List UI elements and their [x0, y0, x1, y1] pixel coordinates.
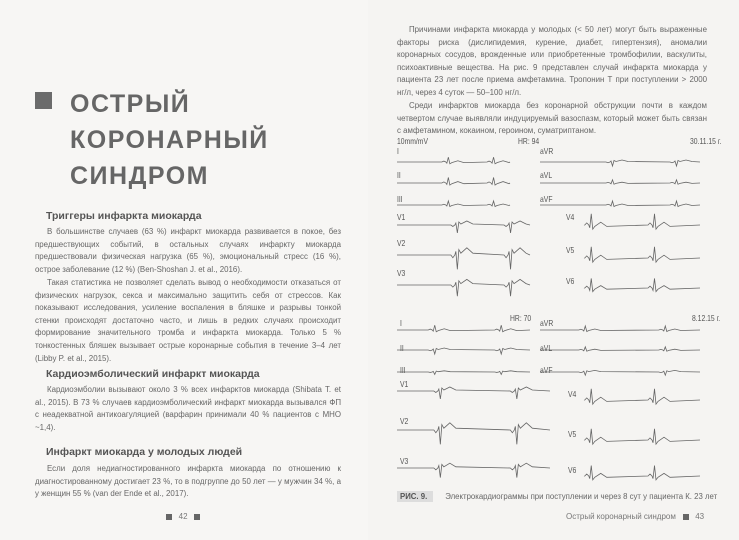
paragraph: В большинстве случаев (63 %) инфаркт миокарда развивается в покое, без предшествующих событий, в остальных случаях инфаркту миокарда предшествовали физическая нагрузка (65 %), эмоциональный стресс (16 %), острое заболевание (12 %) (Ben-Shoshan J. et al., 2016). [35, 227, 341, 274]
ecg-lead-label: I [400, 318, 402, 328]
ecg-trace [397, 157, 510, 164]
paragraph: Такая статистика не позволяет сделать вывод о необходимости отказаться от физических нагрузок, секса и максимально защитить себя от стрессов. Как показывают исследования, усиление воспаления в бляшке и разрывы тонкой стенки происходят достаточно часто, и лишь в редких случаях происходит формирование значительного тромба и инфаркта миокарда. Только 5 % тонкостенных бляшек вызывает острые коронарные события в течение 3–4 лет (Libby P. et al., 2015). [35, 278, 341, 363]
ecg-trace [397, 371, 530, 375]
ecg-lead-label: I [397, 146, 399, 156]
ecg-trace [397, 248, 530, 270]
ecg-trace [397, 279, 530, 296]
section-heading: Кардиоэмболический инфаркт миокарда [46, 368, 260, 380]
ecg-trace [540, 326, 700, 332]
ecg-lead-label: II [397, 170, 401, 180]
ecg-trace [397, 221, 530, 233]
ecg-lead-label: V3 [397, 268, 406, 278]
ecg-trace [397, 387, 550, 399]
paragraph: Причинами инфаркта миокарда у молодых (< 50 лет) могут быть выраженные факторы риска (дислипидемия, курение, диабет, гипертензия), аномалии коронарных сосудов, врожденные или приобретенные тромбофилии, васкулиты, психоактивные вещества. На рис. 9 представлен случай инфаркта миокарда у пациента 23 лет после приема амфетамина. Тропонин Т при поступлении > 2000 нг/л, через 4 суток — 50–100 нг/л. [397, 25, 707, 97]
ecg-heart-rate: HR: 94 [518, 136, 540, 146]
ecg-lead-label: V6 [568, 465, 577, 475]
ecg-trace [397, 201, 510, 207]
ecg-trace [585, 429, 700, 444]
figure-caption-text: Электрокардиограммы при поступлении и через 8 сут у пациента К. 23 лет [445, 492, 718, 501]
ecg-trace [397, 463, 550, 477]
ecg-trace [540, 160, 700, 166]
ecg-lead-label: V5 [568, 429, 577, 439]
ecg-lead-label: II [400, 343, 404, 353]
figure-caption [397, 492, 717, 501]
ecg-lead-label: V3 [400, 456, 409, 466]
ecg-trace [585, 466, 700, 480]
paragraph: Среди инфарктов миокарда без коронарной обструкции почти в каждом четвертом случае выявляли индуцируемый вазоспазм, который может быть связан с амфетамином, кокаином, героином, суматриптаном. [397, 101, 707, 136]
ecg-trace [397, 177, 510, 185]
ecg-trace [585, 389, 700, 404]
running-title: Острый коронарный синдром [566, 512, 676, 521]
ecg-lead-label: aVF [540, 365, 553, 375]
ecg-trace [585, 247, 700, 262]
ecg-lead-label: V6 [566, 276, 575, 286]
ecg-trace [397, 325, 530, 332]
ecg-lead-label: V4 [566, 212, 575, 222]
ecg-date: 8.12.15 г. [692, 313, 721, 323]
ecg-trace [585, 214, 700, 229]
ecg-trace [585, 278, 700, 291]
ecg-trace [540, 370, 700, 375]
ecg-date: 30.11.15 г. [690, 136, 722, 146]
ecg-lead-label: aVR [540, 146, 554, 156]
paragraph: Кардиоэмболии вызывают около 3 % всех инфарктов миокарда (Shibata T. et al., 2015). В 73 % случаев кардиоэмболический инфаркт миокарда вызывался ФП с неадекватной антикоагуляцией (варфарин принимали 40 % пациентов с МНО ~1,4). [35, 385, 341, 432]
ecg-lead-label: V5 [566, 245, 575, 255]
section-heading: Инфаркт миокарда у молодых людей [46, 446, 243, 458]
section-heading: Триггеры инфаркта миокарда [46, 210, 202, 222]
chapter-title: ОСТРЫЙ КОРОНАРНЫЙ СИНДРОМ [70, 90, 269, 190]
ecg-trace [540, 201, 700, 207]
ecg-lead-label: V1 [397, 212, 406, 222]
ecg-lead-label: aVL [540, 170, 553, 180]
ecg-lead-label: III [397, 194, 403, 204]
ecg-lead-label: V2 [397, 238, 406, 248]
figure-label: РИС. 9. [397, 491, 433, 502]
ecg-lead-label: V4 [568, 389, 577, 399]
ecg-trace [540, 180, 700, 184]
page-number: 43 [695, 512, 705, 521]
ecg-lead-label: III [400, 365, 406, 375]
paragraph: Если доля недиагностированного инфаркта миокарда по отношению к диагностированному достигает 23 %, то в подгруппе до 50 лет — у мужчин 34 %, а у женщин 55 % (van der Ende et al., 2017). [35, 464, 341, 499]
ecg-lead-label: aVF [540, 194, 553, 204]
ecg-scale: 10mm/mV [397, 136, 428, 146]
page-footer [566, 512, 704, 521]
ecg-lead-label: V2 [400, 416, 409, 426]
page-number: 42 [178, 512, 188, 521]
ecg-trace [540, 347, 700, 351]
ecg-lead-label: aVR [540, 318, 554, 328]
ecg-lead-label: V1 [400, 379, 409, 389]
ecg-heart-rate: HR: 70 [510, 313, 532, 323]
ecg-trace [397, 423, 550, 445]
ecg-trace [397, 348, 530, 354]
ecg-lead-label: aVL [540, 343, 553, 353]
